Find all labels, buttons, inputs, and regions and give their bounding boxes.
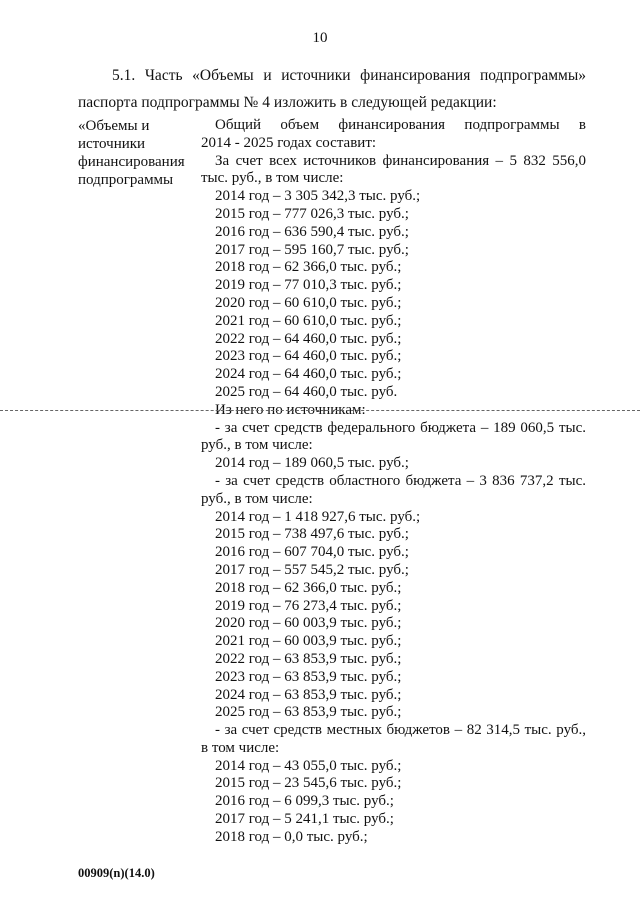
intro-paragraph xyxy=(78,62,586,116)
local-year-list xyxy=(201,758,586,847)
document-footer-code: 00909(n)(14.0) xyxy=(78,866,155,880)
year-amount-item: 2017 год – 595 160,7 тыс. руб.; xyxy=(215,241,409,258)
year-amount-item: 2025 год – 64 460,0 тыс. руб. xyxy=(215,383,398,400)
year-amount-item: 2015 год – 738 497,6 тыс. руб.; xyxy=(215,526,409,543)
local-budget-total-cont: в том числе: xyxy=(201,739,280,756)
local-budget-total: - за счет средств местных бюджетов – 82 314,5 тыс. руб., xyxy=(215,722,586,739)
year-amount-item: 2019 год – 77 010,3 тыс. руб.; xyxy=(215,277,402,294)
funding-label-column xyxy=(78,117,196,189)
year-amount-item: 2020 год – 60 610,0 тыс. руб.; xyxy=(215,294,402,311)
year-amount-item: 2022 год – 63 853,9 тыс. руб.; xyxy=(215,650,402,667)
year-amount-item: 2014 год – 3 305 342,3 тыс. руб.; xyxy=(215,188,421,205)
year-amount-item: 2023 год – 64 460,0 тыс. руб.; xyxy=(215,348,402,365)
all-sources-total-cont: тыс. руб., в том числе: xyxy=(201,170,344,187)
funding-label-line: «Объемы и xyxy=(78,118,150,134)
all-sources-year-list xyxy=(201,188,586,402)
year-amount-item: 2014 год – 43 055,0 тыс. руб.; xyxy=(215,757,402,774)
year-amount-item: 2017 год – 5 241,1 тыс. руб.; xyxy=(215,811,394,828)
intro-line-1: 5.1. Часть «Объемы и источники финансирования подпрограммы» xyxy=(112,67,586,84)
year-amount-item: 2014 год – 189 060,5 тыс. руб.; xyxy=(215,455,409,472)
total-intro-line: Общий объем финансирования подпрограммы в xyxy=(215,117,586,133)
regional-budget-total: - за счет средств областного бюджета – 3 836 737,2 тыс. xyxy=(215,472,586,489)
all-sources-total: За счет всех источников финансирования – 5 832 556,0 xyxy=(215,152,586,169)
federal-budget-total: - за счет средств федерального бюджета – 189 060,5 тыс. xyxy=(215,419,586,436)
year-amount-item: 2015 год – 23 545,6 тыс. руб.; xyxy=(215,775,402,792)
year-amount-item: 2021 год – 60 003,9 тыс. руб.; xyxy=(215,633,402,650)
year-amount-item: 2015 год – 777 026,3 тыс. руб.; xyxy=(215,205,409,222)
year-amount-item: 2014 год – 1 418 927,6 тыс. руб.; xyxy=(215,508,421,525)
year-amount-item: 2023 год – 63 853,9 тыс. руб.; xyxy=(215,668,402,685)
year-amount-item: 2018 год – 62 366,0 тыс. руб.; xyxy=(215,579,402,596)
total-intro-line: 2014 - 2025 годах составит: xyxy=(201,134,377,151)
funding-details-column xyxy=(201,117,586,847)
funding-label-line: источники xyxy=(78,136,146,152)
year-amount-item: 2017 год – 557 545,2 тыс. руб.; xyxy=(215,561,409,578)
year-amount-item: 2018 год – 0,0 тыс. руб.; xyxy=(215,828,368,845)
by-sources-heading: Из него по источникам: xyxy=(215,401,366,418)
year-amount-item: 2018 год – 62 366,0 тыс. руб.; xyxy=(215,259,402,276)
regional-budget-total-cont: руб., в том числе: xyxy=(201,490,313,507)
year-amount-item: 2016 год – 636 590,4 тыс. руб.; xyxy=(215,223,409,240)
year-amount-item: 2021 год – 60 610,0 тыс. руб.; xyxy=(215,312,402,329)
intro-line-2: паспорта подпрограммы № 4 изложить в следующей редакции: xyxy=(78,94,497,111)
page-number: 10 xyxy=(312,30,328,46)
year-amount-item: 2024 год – 64 460,0 тыс. руб.; xyxy=(215,366,402,383)
year-amount-item: 2016 год – 607 704,0 тыс. руб.; xyxy=(215,544,409,561)
funding-label-line: подпрограммы xyxy=(78,172,174,188)
year-amount-item: 2025 год – 63 853,9 тыс. руб.; xyxy=(215,704,402,721)
year-amount-item: 2024 год – 63 853,9 тыс. руб.; xyxy=(215,686,402,703)
year-amount-item: 2020 год – 60 003,9 тыс. руб.; xyxy=(215,615,402,632)
federal-year-list xyxy=(201,455,586,473)
regional-year-list xyxy=(201,509,586,723)
scan-divider-line xyxy=(0,410,640,411)
year-amount-item: 2016 год – 6 099,3 тыс. руб.; xyxy=(215,793,394,810)
year-amount-item: 2022 год – 64 460,0 тыс. руб.; xyxy=(215,330,402,347)
funding-label-line: финансирования xyxy=(78,154,185,170)
year-amount-item: 2019 год – 76 273,4 тыс. руб.; xyxy=(215,597,402,614)
federal-budget-total-cont: руб., в том числе: xyxy=(201,437,313,454)
